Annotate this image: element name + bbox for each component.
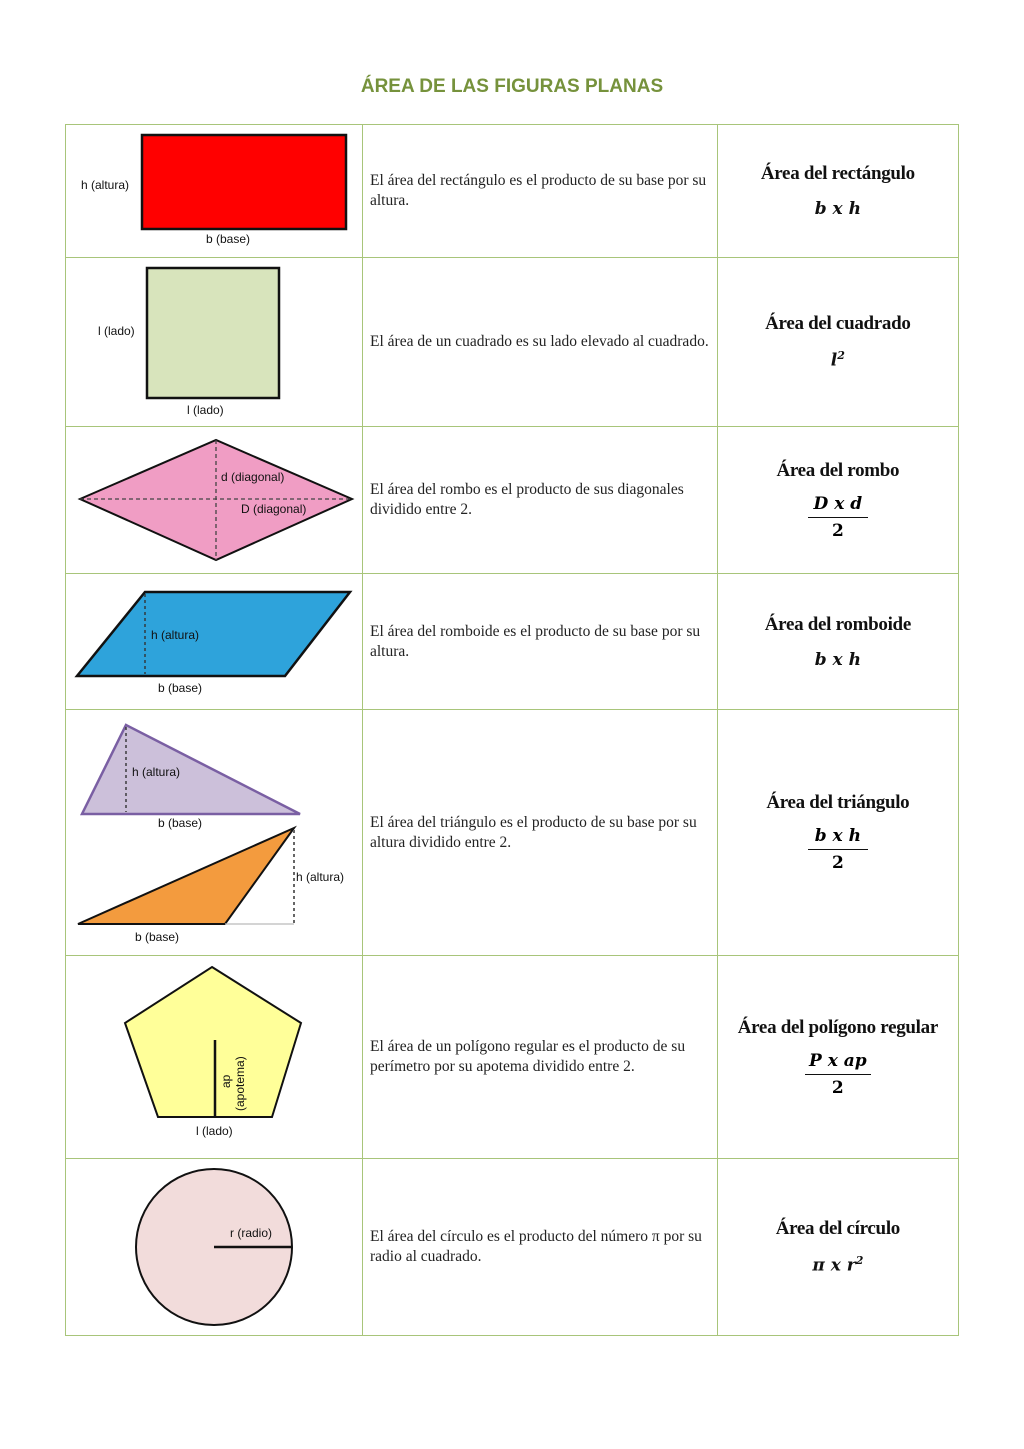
rhombus-major-label: D (diagonal) (241, 502, 307, 516)
rhomboid-base-label: b (base) (158, 681, 203, 695)
triangle-top-height-label: h (altura) (132, 765, 181, 779)
square-formula-exponent: 2 (837, 349, 845, 363)
square-shape (147, 268, 279, 398)
circle-description-cell (363, 1159, 718, 1336)
rectangle-figure (66, 125, 362, 257)
rhomboid-height-label: h (altura) (151, 628, 200, 642)
triangle-formula-cell (717, 710, 958, 956)
rectangle-formula-title: Área del rectángulo (760, 163, 915, 184)
circle-figure (66, 1159, 362, 1335)
circle-formula-title: Área del círculo (775, 1218, 901, 1240)
circle-figure-cell (66, 1159, 363, 1336)
square-figure (66, 258, 362, 426)
rhomboid-formula-cell (717, 574, 958, 710)
square-formula-title: Área del cuadrado (765, 313, 911, 335)
square-figure-cell (66, 258, 363, 427)
rectangle-formula-cell (717, 125, 958, 258)
rhombus-description: El área del rombo es el producto de sus diagonales dividido entre 2. (370, 481, 684, 518)
polygon-figure-cell (66, 956, 363, 1159)
pentagon-apothem-label: (apotema) (233, 1056, 247, 1111)
rectangle-figure-cell (66, 125, 363, 258)
table-row (66, 258, 959, 427)
figures-table (65, 124, 959, 1336)
table-row (66, 574, 959, 710)
polygon-formula-title: Área del polígono regular (737, 1016, 938, 1038)
rhomboid-formula-title: Área del romboide (764, 613, 911, 635)
triangle-figure-cell (66, 710, 363, 956)
pentagon-apothem-short-label: ap (219, 1074, 233, 1088)
triangle-top-shape (82, 725, 300, 814)
circle-formula-exponent: 2 (855, 1254, 864, 1268)
square-description: El área de un cuadrado es su lado elevado al cuadrado. (370, 333, 709, 350)
triangle-top-base-label: b (base) (158, 816, 203, 830)
rectangle-formula: b x h (814, 199, 861, 219)
square-bottom-label: l (lado) (187, 403, 224, 417)
rhombus-formula-numerator: D x d (808, 494, 868, 518)
triangle-description-cell (363, 710, 718, 956)
rhombus-figure-cell (66, 427, 363, 574)
rhombus-formula-cell (717, 427, 958, 574)
square-left-label: l (lado) (98, 324, 135, 338)
page-title: ÁREA DE LAS FIGURAS PLANAS (360, 76, 664, 97)
rhomboid-figure-cell (66, 574, 363, 710)
pentagon-shape (125, 967, 301, 1117)
rhomboid-description-cell (363, 574, 718, 710)
table-row (66, 125, 959, 258)
rhomboid-formula: b x h (814, 649, 861, 670)
square-formula (718, 349, 958, 371)
circle-description: El área del círculo es el producto del número π por su radio al cuadrado. (370, 1228, 702, 1265)
rhomboid-shape (77, 592, 350, 676)
square-description-cell (363, 258, 718, 427)
rhombus-formula (808, 494, 868, 541)
polygon-formula-denominator: 2 (831, 1077, 844, 1098)
triangle-figure (66, 710, 362, 955)
rectangle-description-cell (363, 125, 718, 258)
triangle-bottom-shape (78, 828, 294, 924)
circle-formula-cell (717, 1159, 958, 1336)
table-row (66, 427, 959, 574)
table-row (66, 956, 959, 1159)
polygon-description: El área de un polígono regular es el producto de su perímetro por su apotema dividido entre 2. (370, 1038, 686, 1075)
rhombus-formula-denominator: 2 (831, 520, 844, 541)
polygon-formula-numerator: P x ap (805, 1051, 871, 1075)
rhomboid-figure (66, 574, 362, 709)
rectangle-description: El área del rectángulo es el producto de su base por su altura. (370, 172, 707, 209)
pentagon-side-label: l (lado) (196, 1124, 233, 1138)
table-row (66, 1159, 959, 1336)
polygon-figure (66, 956, 362, 1158)
rectangle-shape (142, 135, 346, 229)
rhombus-description-cell (363, 427, 718, 574)
square-formula-cell (717, 258, 958, 427)
rhombus-figure (66, 427, 362, 573)
polygon-formula (805, 1051, 871, 1098)
triangle-description: El área del triángulo es el producto de su base por su altura dividido entre 2. (370, 813, 697, 851)
rectangle-height-label: h (altura) (81, 178, 130, 192)
triangle-bottom-base-label: b (base) (135, 930, 180, 944)
rhomboid-description: El área del romboide es el producto de su base por su altura. (370, 622, 701, 660)
triangle-formula (808, 826, 868, 873)
rhombus-minor-label: d (diagonal) (221, 470, 285, 484)
circle-formula (718, 1254, 958, 1276)
polygon-formula-cell (717, 956, 958, 1159)
rhombus-formula-title: Área del rombo (776, 459, 900, 481)
triangle-formula-numerator: b x h (808, 826, 868, 850)
polygon-description-cell (363, 956, 718, 1159)
circle-formula-base: π x r (812, 1255, 856, 1276)
triangle-formula-title: Área del triángulo (766, 792, 910, 813)
square-formula-base: l (830, 350, 838, 371)
triangle-formula-denominator: 2 (831, 853, 844, 873)
rectangle-base-label: b (base) (206, 232, 251, 246)
circle-radius-label: r (radio) (230, 1226, 273, 1240)
table-row (66, 710, 959, 956)
triangle-bottom-height-label: h (altura) (296, 870, 345, 884)
